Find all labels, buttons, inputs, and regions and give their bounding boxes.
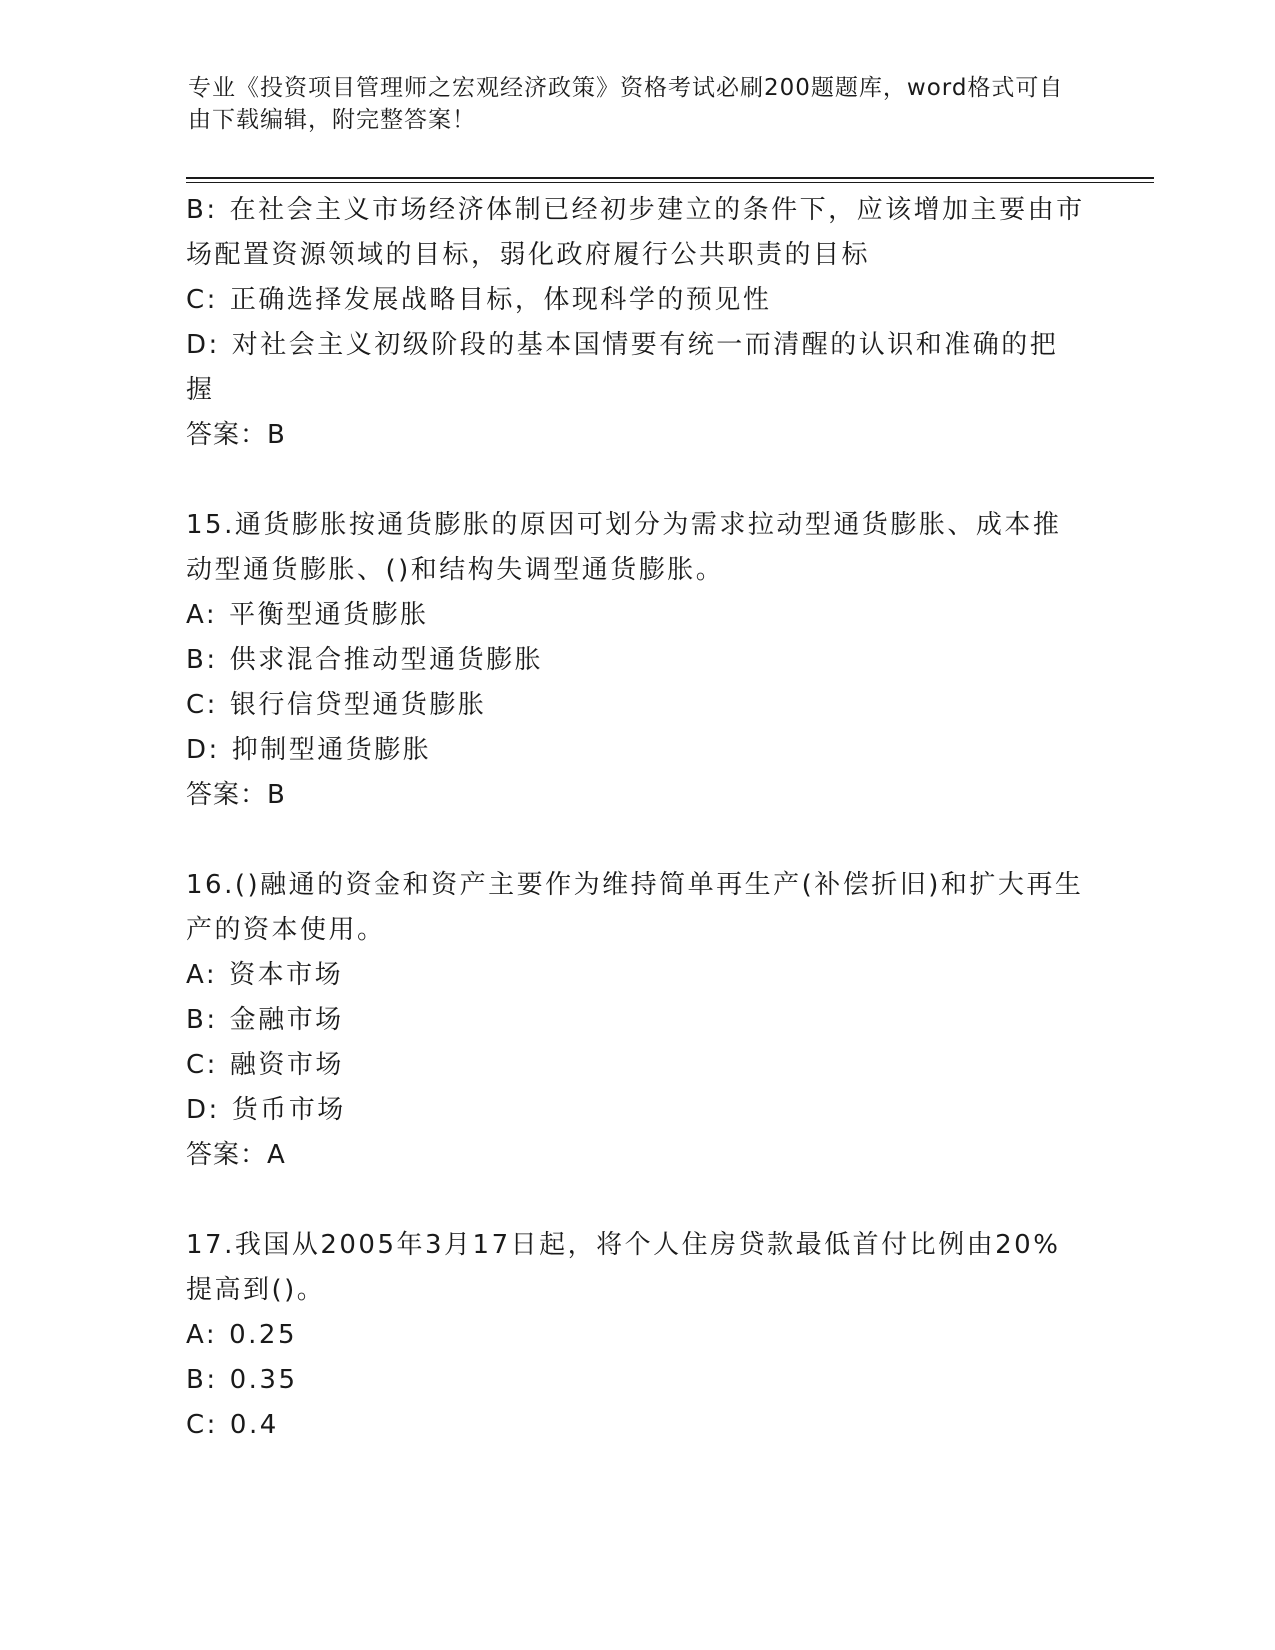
option-a <box>186 953 1086 998</box>
question-16 <box>186 863 1086 1178</box>
option-text: 货币市场 <box>231 1095 346 1125</box>
option-text: 供求混合推动型通货膨胀 <box>229 645 544 675</box>
option-label: D: <box>186 1095 220 1125</box>
option-text: 平衡型通货膨胀 <box>229 600 429 630</box>
option-text: 融资市场 <box>229 1050 344 1080</box>
option-text: 0.25 <box>229 1320 297 1350</box>
option-text: 对社会主义初级阶段的基本国情要有统一而清醒的认识和准确的把握 <box>186 330 1059 405</box>
option-label: B: <box>186 195 218 225</box>
option-c <box>186 278 1086 323</box>
answer-line: 答案：B <box>186 780 286 810</box>
question-list <box>186 188 1086 1448</box>
option-label: C: <box>186 285 218 315</box>
option-text: 0.35 <box>229 1365 298 1395</box>
header-divider <box>186 177 1154 183</box>
option-d <box>186 728 1086 773</box>
option-b <box>186 638 1086 683</box>
option-label: B: <box>186 1365 218 1395</box>
option-d <box>186 1088 1086 1133</box>
answer-line: 答案：B <box>186 420 286 450</box>
question-stem: 16.()融通的资金和资产主要作为维持简单再生产(补偿折旧)和扩大再生产的资本使用。 <box>186 870 1084 945</box>
option-b <box>186 998 1086 1043</box>
document-header <box>188 72 1068 136</box>
question-17 <box>186 1223 1086 1448</box>
option-text: 资本市场 <box>229 960 344 990</box>
question-15 <box>186 503 1086 818</box>
option-c <box>186 1043 1086 1088</box>
option-text: 银行信贷型通货膨胀 <box>229 690 487 720</box>
option-label: D: <box>186 330 220 360</box>
option-label: C: <box>186 1410 218 1440</box>
answer-line: 答案：A <box>186 1140 286 1170</box>
option-a <box>186 593 1086 638</box>
option-label: B: <box>186 1005 218 1035</box>
option-b <box>186 188 1086 278</box>
option-d <box>186 323 1086 413</box>
option-text: 正确选择发展战略目标，体现科学的预见性 <box>229 285 772 315</box>
header-title: 专业《投资项目管理师之宏观经济政策》资格考试必刷200题题库，word格式可自由下载编辑，附完整答案！ <box>188 75 1064 133</box>
question-stem: 17.我国从2005年3月17日起，将个人住房贷款最低首付比例由20%提高到()。 <box>186 1230 1061 1305</box>
option-label: A: <box>186 960 218 990</box>
option-b <box>186 1358 1086 1403</box>
option-text: 抑制型通货膨胀 <box>231 735 432 765</box>
option-text: 0.4 <box>229 1410 279 1440</box>
option-label: A: <box>186 600 218 630</box>
option-text: 金融市场 <box>229 1005 344 1035</box>
option-label: A: <box>186 1320 218 1350</box>
option-c <box>186 683 1086 728</box>
option-label: D: <box>186 735 220 765</box>
option-label: C: <box>186 690 218 720</box>
option-label: B: <box>186 645 218 675</box>
option-label: C: <box>186 1050 218 1080</box>
question-14-continued <box>186 188 1086 458</box>
option-c <box>186 1403 1086 1448</box>
option-a <box>186 1313 1086 1358</box>
question-stem: 15.通货膨胀按通货膨胀的原因可划分为需求拉动型通货膨胀、成本推动型通货膨胀、()和结构失调型通货膨胀。 <box>186 510 1062 585</box>
option-text: 在社会主义市场经济体制已经初步建立的条件下，应该增加主要由市场配置资源领域的目标，弱化政府履行公共职责的目标 <box>186 195 1085 270</box>
